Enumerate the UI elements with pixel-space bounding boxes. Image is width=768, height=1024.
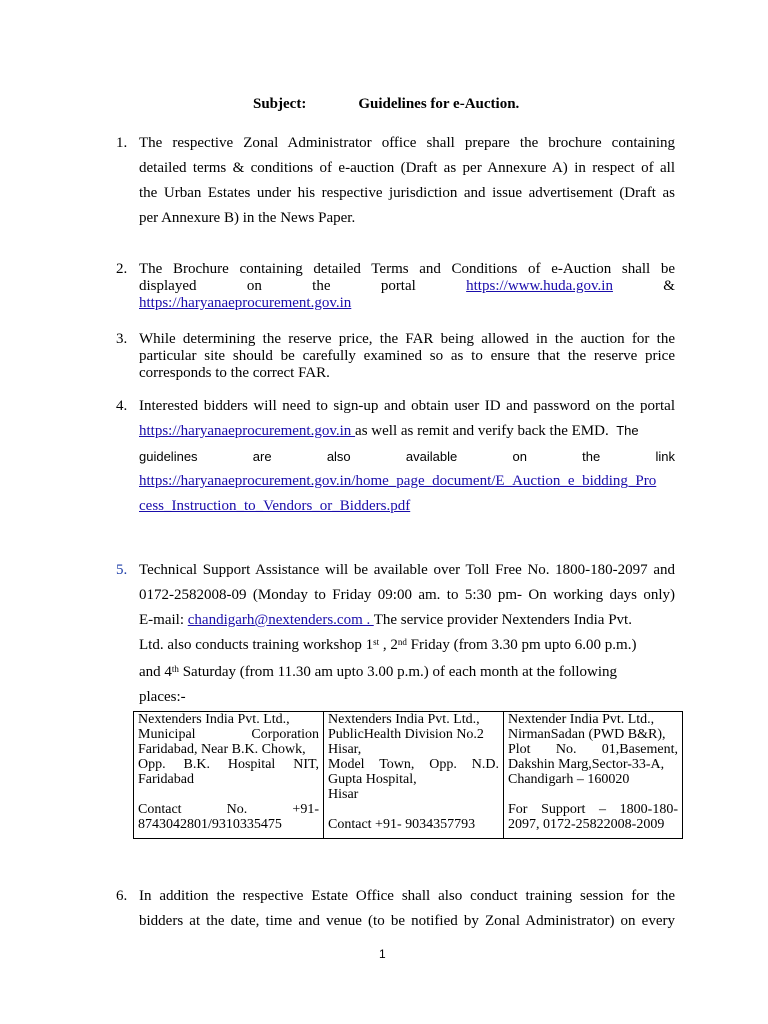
item-2-line — [139, 295, 675, 312]
item-1-line: per Annexure B) in the News Paper. — [139, 210, 356, 226]
item-6-line: bidders at the date, time and venue (to be notified by Zonal Administrator) on every — [139, 913, 675, 929]
email-label: E-mail: — [139, 612, 188, 628]
subject-title: Guidelines for e-Auction. — [358, 96, 520, 112]
place-faridabad-cell — [134, 712, 324, 839]
item-2-line: The Brochure containing detailed Terms and Conditions of e-Auction shall be — [139, 261, 675, 277]
item-4-text-the: The — [616, 423, 639, 438]
place-contact: For Support – 1800-180- — [508, 802, 678, 817]
item-1-line: detailed terms & conditions of e-auction (Draft as per Annexure A) in respect of all — [139, 160, 675, 176]
subject-label: Subject: — [253, 96, 307, 112]
item-4-line: Interested bidders will need to sign-up and obtain user ID and password on the portal — [139, 398, 675, 414]
place-line: PublicHealth Division No.2 — [328, 727, 484, 742]
place-line: Dakshin Marg,Sector-33-A, — [508, 757, 665, 772]
place-line: Gupta Hospital, — [328, 772, 417, 787]
haryana-eprocurement-link[interactable]: https://haryanaeprocurement.gov.in — [139, 423, 356, 439]
place-line: Nextender India Pvt. Ltd., — [508, 712, 655, 727]
item-2-word: the — [312, 278, 331, 294]
item-2-ampersand: & — [663, 278, 675, 294]
page-number: 1 — [379, 947, 386, 961]
place-line: NirmanSadan (PWD B&R), — [508, 727, 666, 742]
item-3-line: While determining the reserve price, the FAR being allowed in the auction for the — [139, 331, 675, 347]
item-3-line: corresponds to the correct FAR. — [139, 365, 330, 381]
ordinal-sup: nd — [397, 637, 407, 647]
place-line: Chandigarh – 160020 — [508, 772, 630, 787]
item-5-text: and 4 — [139, 664, 172, 680]
support-email-link[interactable]: chandigarh@nextenders.com . — [187, 612, 374, 628]
item-1-number: 1. — [116, 135, 128, 151]
item-5-line: places:- — [139, 689, 186, 705]
place-line: Model Town, Opp. N.D. — [328, 757, 499, 772]
place-chandigarh-cell — [504, 712, 683, 839]
item-3-number: 3. — [116, 331, 128, 347]
item-4-word: are — [252, 449, 272, 464]
item-2-word: on — [246, 278, 262, 294]
place-line: Hisar — [328, 787, 359, 802]
item-6-line: In addition the respective Estate Office shall also conduct training session for the — [139, 888, 675, 904]
item-4-line — [139, 498, 675, 515]
item-4-word: available — [405, 449, 458, 464]
item-4-word: also — [326, 449, 351, 464]
item-2-word: displayed — [139, 278, 197, 294]
item-5-text: Ltd. also conducts training workshop 1 — [139, 637, 374, 653]
place-contact: Contact No. +91- — [138, 802, 319, 817]
training-places-table — [133, 711, 683, 839]
ordinal-sup: th — [171, 664, 179, 674]
place-line: Opp. B.K. Hospital NIT, — [138, 757, 319, 772]
item-3-line: particular site should be carefully examined so as to ensure that the reserve price — [139, 348, 675, 364]
place-line: Nextenders India Pvt. Ltd., — [328, 712, 480, 727]
item-1-line: The respective Zonal Administrator office shall prepare the brochure containing — [139, 135, 675, 151]
item-4-number: 4. — [116, 398, 128, 414]
place-hisar-cell — [324, 712, 504, 839]
subject-heading — [253, 96, 519, 113]
item-5-line — [139, 612, 675, 629]
item-4-word: the — [582, 449, 601, 464]
item-2-portal-line — [139, 278, 675, 295]
item-1-line: the Urban Estates under his respective jurisdiction and issue advertisement (Draft as — [139, 185, 675, 201]
place-line: Plot No. 01,Basement, — [508, 742, 678, 757]
item-6-number: 6. — [116, 888, 128, 904]
place-contact: 8743042801/9310335475 — [138, 817, 282, 832]
item-5-text: Saturday (from 11.30 am upto 3.00 p.m.) of each month at the following — [178, 664, 618, 680]
guidelines-pdf-link[interactable]: https://haryanaeprocurement.gov.in/home_page_document/E_Auction_e_bidding_Pro — [139, 473, 657, 489]
item-5-line: 0172-2582008-09 (Monday to Friday 09:00 am. to 5:30 pm- On working days only) — [139, 587, 675, 603]
place-line: Faridabad, Near B.K. Chowk, — [138, 742, 306, 757]
item-5-line: Technical Support Assistance will be available over Toll Free No. 1800-180-2097 and — [139, 562, 675, 578]
item-4-line — [139, 423, 675, 440]
item-4-text: as well as remit and verify back the EMD. — [355, 423, 609, 439]
item-5-line — [139, 637, 675, 654]
place-line: Hisar, — [328, 742, 362, 757]
place-line: Municipal Corporation — [138, 727, 319, 742]
item-5-text: , 2 — [379, 637, 398, 653]
item-5-text: The service provider Nextenders India Pvt. — [373, 612, 632, 628]
item-2-number: 2. — [116, 261, 128, 277]
item-5-number: 5. — [116, 562, 128, 578]
item-4-word: link — [655, 449, 675, 464]
item-5-text: Friday (from 3.30 pm upto 6.00 p.m.) — [406, 637, 637, 653]
item-4-word: guidelines — [139, 449, 198, 464]
table-row — [134, 712, 683, 839]
place-line: Faridabad — [138, 772, 194, 787]
item-4-word: on — [512, 449, 527, 464]
place-contact: 2097, 0172-25822008-2009 — [508, 817, 665, 832]
place-line: Nextenders India Pvt. Ltd., — [138, 712, 290, 727]
place-contact: Contact +91- 9034357793 — [328, 817, 476, 832]
item-4-guidelines-line — [139, 449, 675, 464]
item-5-line — [139, 664, 675, 681]
huda-portal-link[interactable]: https://www.huda.gov.in — [466, 278, 613, 294]
haryana-eprocurement-link[interactable]: https://haryanaeprocurement.gov.in — [139, 295, 352, 311]
item-2-word: portal — [380, 278, 416, 294]
item-4-line — [139, 473, 675, 490]
guidelines-pdf-link-cont[interactable]: cess_Instruction_to_Vendors_or_Bidders.pdf — [139, 498, 411, 514]
ordinal-sup: st — [373, 637, 380, 647]
